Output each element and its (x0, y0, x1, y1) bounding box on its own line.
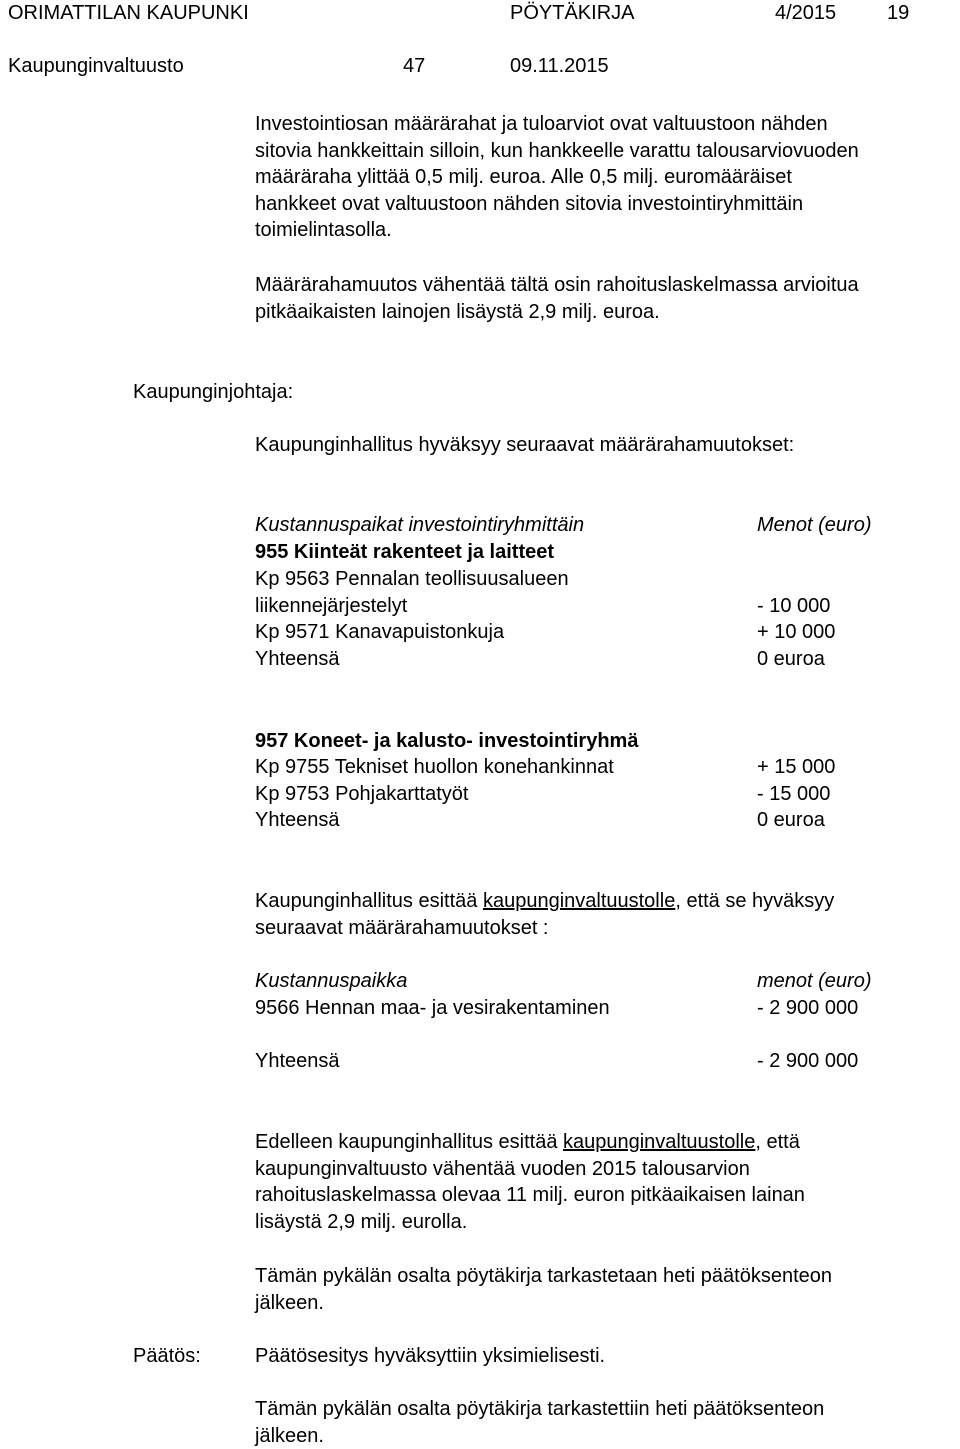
table1-row-amount: + 10 000 (757, 621, 836, 643)
council-link[interactable]: kaupunginvaltuustolle (563, 1131, 756, 1153)
text-line: rahoituslaskelmassa olevaa 11 milj. euron pitkäaikaisen lainan (255, 1184, 805, 1207)
table2-col1-header: Kustannuspaikka (255, 970, 408, 992)
text-line: seuraavat määrärahamuutokset : (255, 916, 549, 939)
proposal-paragraph-1 (255, 888, 834, 941)
council-link[interactable]: kaupunginvaltuustolle (482, 890, 676, 912)
text-line: hankkeet ovat valtuustoon nähden sitovia investointiryhmittäin (255, 192, 804, 215)
table1-col1-header: Kustannuspaikat investointiryhmittäin (255, 514, 585, 536)
text-line: Investointiosan määrärahat ja tuloarviot ovat valtuustoon nähden (255, 113, 828, 135)
table1-row-label: Kp 9571 Kanavapuistonkuja (255, 621, 505, 643)
text-line: kaupunginvaltuusto vähentää vuoden 2015 talousarvion (255, 1157, 750, 1180)
proposal1-text-pre: Kaupunginhallitus esittää (255, 890, 483, 912)
text-line: Tämän pykälän osalta pöytäkirja tarkastettiin heti päätöksenteon (255, 1398, 825, 1420)
header-doc-number: 4/2015 (775, 2, 837, 24)
table1-row-amount: + 15 000 (757, 756, 836, 778)
text-line: pitkäaikaisten lainojen lisäystä 2,9 milj. euroa. (255, 300, 660, 323)
table1-group2-title: 957 Koneet- ja kalusto- investointiryhmä (255, 730, 639, 752)
table1-row-amount: - 15 000 (757, 783, 831, 805)
minutes-check-paragraph-1 (255, 1263, 832, 1316)
intro-paragraph-1 (255, 111, 859, 244)
text-line (255, 888, 834, 915)
text-line: määräraha ylittää 0,5 milj. euroa. Alle 0,5 milj. euromääräiset (255, 166, 792, 189)
table1-group1-title: 955 Kiinteät rakenteet ja laitteet (255, 541, 555, 563)
header-body: Kaupunginvaltuusto (8, 55, 184, 77)
table1-group1-total-label: Yhteensä (255, 648, 340, 670)
table1-row-label: Kp 9563 Pennalan teollisuusalueen (255, 568, 569, 590)
header-date: 09.11.2015 (510, 55, 609, 77)
proposal-paragraph-2 (255, 1129, 805, 1235)
text-line: Tämän pykälän osalta pöytäkirja tarkastetaan heti päätöksenteon (255, 1265, 833, 1287)
table1-row-label: liikennejärjestelyt (255, 595, 408, 617)
table1-row-label: Kp 9753 Pohjakarttatyöt (255, 783, 469, 805)
table2-row-amount: - 2 900 000 (757, 997, 859, 1019)
text-line (255, 1129, 805, 1156)
table1-col2-header: Menot (euro) (757, 514, 872, 536)
table2-col2-header: menot (euro) (757, 970, 872, 992)
decision-text: Päätösesitys hyväksyttiin yksimielisesti. (255, 1345, 606, 1367)
table2-row-label: 9566 Hennan maa- ja vesirakentaminen (255, 997, 610, 1019)
proposal1-text-post: , että se hyväksyy (675, 890, 835, 912)
decision-label: Päätös: (133, 1345, 201, 1367)
minutes-check-paragraph-2 (255, 1396, 824, 1449)
table1-row-label: Kp 9755 Tekniset huollon konehankinnat (255, 756, 614, 778)
proposal2-text-pre: Edelleen kaupunginhallitus esittää (255, 1131, 563, 1153)
proposal2-text-post: , että (755, 1131, 800, 1153)
table2-total-label: Yhteensä (255, 1050, 340, 1072)
mayor-statement: Kaupunginhallitus hyväksyy seuraavat määrärahamuutokset: (255, 434, 795, 456)
intro-paragraph-2 (255, 272, 859, 325)
header-page-number: 19 (887, 2, 910, 24)
header-section: 47 (403, 55, 426, 77)
text-line: jälkeen. (255, 1424, 324, 1447)
table1-row-amount: - 10 000 (757, 595, 831, 617)
header-doc-type: PÖYTÄKIRJA (510, 2, 635, 24)
table2-total: - 2 900 000 (757, 1050, 859, 1072)
text-line: lisäystä 2,9 milj. eurolla. (255, 1210, 468, 1233)
table1-group2-total: 0 euroa (757, 809, 825, 831)
text-line: jälkeen. (255, 1291, 324, 1314)
table1-group2-total-label: Yhteensä (255, 809, 340, 831)
mayor-label: Kaupunginjohtaja: (133, 381, 294, 403)
header-org: ORIMATTILAN KAUPUNKI (8, 2, 249, 24)
text-line: Määrärahamuutos vähentää tältä osin rahoituslaskelmassa arvioitua (255, 274, 859, 296)
text-line: toimielintasolla. (255, 219, 392, 242)
text-line: sitovia hankkeittain silloin, kun hankkeelle varattu talousarviovuoden (255, 139, 859, 162)
table1-group1-total: 0 euroa (757, 648, 825, 670)
